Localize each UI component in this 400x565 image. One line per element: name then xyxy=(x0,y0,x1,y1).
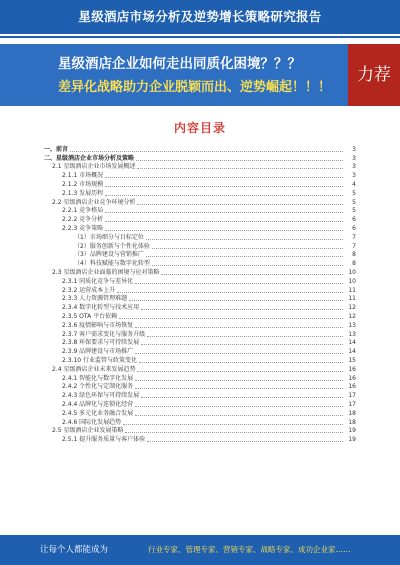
toc-row[interactable]: 2.3 星级酒店企业面临的困境与应对策略 10 xyxy=(52,268,356,276)
toc-row[interactable]: （1）市场细分与目标定位 7 xyxy=(74,233,356,241)
footer-roles: 行业专家、管理专家、营销专家、战略专家、成功企业家…… xyxy=(148,545,351,554)
toc-row[interactable]: 2.4.2 个性化与定制化服务 16 xyxy=(62,383,356,391)
toc-row[interactable]: 2.2 星级酒店企业竞争环境分析 5 xyxy=(52,198,356,206)
report-title: 星级酒店市场分析及逆势增长策略研究报告 xyxy=(78,9,322,24)
toc-row[interactable]: 2.3.10 行业监管与政策变化 15 xyxy=(62,356,356,364)
toc-heading: 内容目录 xyxy=(173,121,226,135)
toc-row[interactable]: 2.4.6 国际化发展趋势 18 xyxy=(62,418,356,426)
toc-row[interactable]: 2.3.4 数字化转型与技术应用 12 xyxy=(62,304,356,312)
toc-row[interactable]: 2.3.2 运营成本上升 11 xyxy=(62,286,356,294)
hero-slogan: 差异化战略助力企业脱颖而出、逆势崛起！！！ xyxy=(58,80,332,95)
toc-row[interactable]: 2.5 星级酒店企业发展策略 19 xyxy=(52,427,356,435)
toc-row[interactable]: 2.3.5 OTA 平台依赖 12 xyxy=(62,312,356,320)
toc-row[interactable]: 2.1.3 发展历程 5 xyxy=(62,189,356,197)
toc-row[interactable]: 2.3.1 同质化竞争与差异化 10 xyxy=(62,277,356,285)
recommend-badge: 力荐 xyxy=(348,44,400,106)
toc-row[interactable]: 2.4.5 多元化业务融合发展 18 xyxy=(62,409,356,417)
toc-row[interactable]: 2.4.3 绿色环保与可持续发展 17 xyxy=(62,392,356,400)
toc-row[interactable]: 2.3.8 环保要求与可持续发展 14 xyxy=(62,339,356,347)
toc-row[interactable]: 二、星级酒店企业市场分析及策略 3 xyxy=(44,154,356,162)
toc-row[interactable]: 2.1 星级酒店企业市场发展概述 3 xyxy=(52,163,356,171)
toc-row[interactable]: （3）品牌建设与营销推广 8 xyxy=(74,251,356,259)
toc-row[interactable]: 一、前言 3 xyxy=(44,145,356,153)
toc-row[interactable]: 2.3.3 人力资源管理难题 11 xyxy=(62,295,356,303)
toc-row[interactable]: 2.5.1 提升服务质量与客户体验 19 xyxy=(62,436,356,444)
toc-row[interactable]: （2）服务创新与个性化体验 7 xyxy=(74,242,356,250)
toc-row[interactable]: 2.4 星级酒店企业未来发展趋势 16 xyxy=(52,365,356,373)
toc-row[interactable]: 2.3.7 客户需求变化与服务升级 13 xyxy=(62,330,356,338)
divider-line xyxy=(0,36,400,38)
toc-row[interactable]: 2.3.9 品牌建设与市场推广 14 xyxy=(62,348,356,356)
toc-row[interactable]: 2.3.6 疫情影响与市场恢复 13 xyxy=(62,321,356,329)
toc-row[interactable]: 2.2.2 竞争分析 6 xyxy=(62,216,356,224)
toc-row[interactable]: 2.4.1 智能化与数字化发展 16 xyxy=(62,374,356,382)
footer-slogan: 让每个人都能成为 xyxy=(40,545,109,555)
table-of-contents xyxy=(44,145,356,444)
toc-row[interactable]: 2.4.4 品牌化与连锁化经营 17 xyxy=(62,400,356,408)
toc-row[interactable]: 2.1.1 市场概况 3 xyxy=(62,172,356,180)
toc-row[interactable]: 2.2.1 竞争格局 5 xyxy=(62,207,356,215)
hero-question: 星级酒店企业如何走出同质化困境？？？ xyxy=(58,56,301,72)
toc-row[interactable]: （4）科技赋能与数字化转型 8 xyxy=(74,260,356,268)
toc-row[interactable]: 2.1.2 市场规模 4 xyxy=(62,180,356,188)
toc-row[interactable]: 2.2.3 竞争策略 6 xyxy=(62,224,356,232)
